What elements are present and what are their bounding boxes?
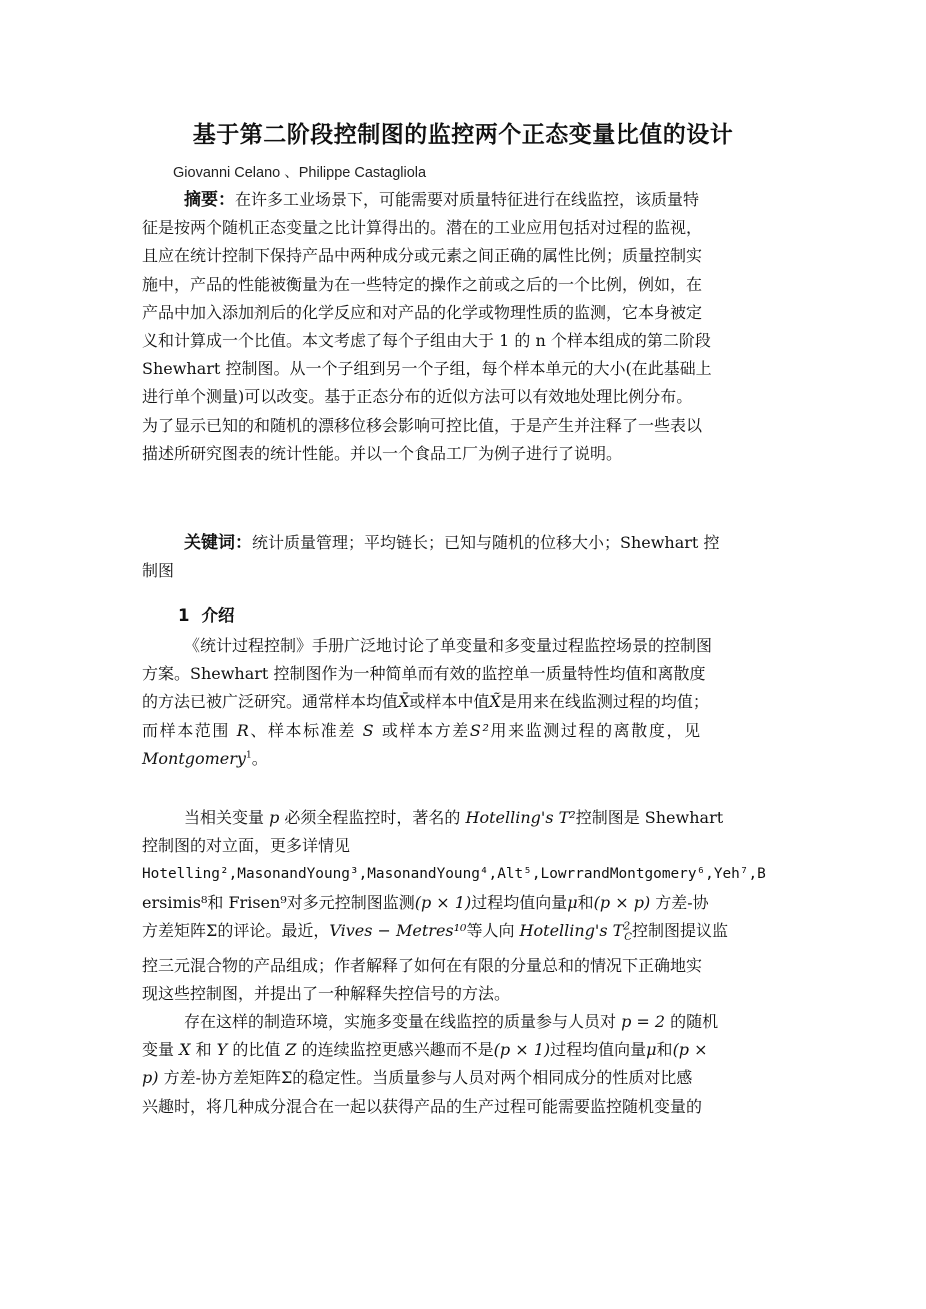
abstract-line: 描述所研究图表的统计性能。并以一个食品工厂为例子进行了说明。 [142,443,623,463]
abstract-line: 在许多工业场景下，可能需要对质量特征进行在线监控，该质量特 [235,190,700,209]
text-line: 控制图的对立面，更多详情见 [142,836,351,856]
text-line: ersimis⁸和 Frisen⁹对多元控制图监测(p × 1)过程均值向量μ和(p × p) 方差-协 [142,892,709,912]
text-line: 现这些控制图，并提出了一种解释失控信号的方法。 [142,984,511,1004]
text-line: 而样本范围 R、样本标准差 S 或样本方差S²用来监测过程的离散度，见 [142,720,702,740]
abstract-line: 征是按两个随机正态变量之比计算得出的。潜在的工业应用包括对过程的监视， [142,218,703,238]
keywords [142,529,788,585]
text-line: 控三元混合物的产品组成；作者解释了如何在有限的分量总和的情况下正确地实 [142,956,703,976]
abstract-line: 义和计算成一个比值。本文考虑了每个子组由大于 1 的 n 个样本组成的第二阶段 [142,331,711,351]
abstract-label: 摘要： [184,190,235,210]
paragraph-intro [142,632,788,773]
keywords-line: 制图 [142,561,175,581]
text-line: Montgomery$^1$。 [142,748,268,768]
abstract-line: 产品中加入添加剂后的化学反应和对产品的化学或物理性质的监测，它本身被定 [142,302,703,322]
text-line: 方差矩阵Σ的评论。最近，Vives − Metres¹⁰等人向 Hotelling's $T^2_C$控制图提议监 [142,919,728,943]
text-line: 方案。Shewhart 控制图作为一种简单而有效的监控单一质量特性均值和离散度 [142,664,706,684]
abstract-line: Shewhart 控制图。从一个子组到另一个子组，每个样本单元的大小(在此基础上 [142,359,712,379]
section-number: 1 [178,606,190,625]
citation-montgomery: Montgomery [142,748,246,768]
paragraph-ratio: 存在这样的制造环境，实施多变量在线监控的质量参与人员对 p = 2 的随机 变量 X 和 Y 的比值 Z 的连续监控更感兴趣而不是(p × 1)过程均值向量μ和(p × p) 方差-协方差矩阵Σ的稳定性。当质量参与人员对两个相同成分的性质对比感 兴趣时，将几种成分混合在一起以获得产品的生产过程可能需要监控随机变量的 [142,1008,788,1121]
abstract-line: 且应在统计控制下保持产品中两种成分或元素之间正确的属性比例；质量控制实 [142,246,703,266]
paper-title: 基于第二阶段控制图的监控两个正态变量比值的设计 [192,122,734,148]
text-line: p) 方差-协方差矩阵Σ的稳定性。当质量参与人员对两个相同成分的性质对比感 [142,1068,693,1088]
section-title: 介绍 [201,606,235,625]
text-line: 兴趣时，将几种成分混合在一起以获得产品的生产过程可能需要监控随机变量的 [142,1096,703,1116]
keywords-line: 统计质量管理；平均链长；已知与随机的位移大小；Shewhart 控 [252,533,720,552]
abstract-line: 施中，产品的性能被衡量为在一些特定的操作之前或之后的一个比例，例如，在 [142,274,703,294]
section-heading [178,602,246,626]
keywords-label: 关键词： [184,533,252,553]
text-line: 变量 X 和 Y 的比值 Z 的连续监控更感兴趣而不是(p × 1)过程均值向量μ和(p × [142,1040,708,1060]
abstract-line: 进行单个测量)可以改变。基于正态分布的近似方法可以有效地处理比例分布。 [142,387,693,407]
abstract-line: 为了显示已知的和随机的漂移位移会影响可控比值，于是产生并注释了一些表以 [142,415,703,435]
abstract [142,186,788,468]
citation-list: Hotelling²,MasonandYoung³,MasonandYoung⁴,Alt⁵,LowrrandMontgomery⁶,Yeh⁷,B [142,866,766,883]
text-line: 的方法已被广泛研究。通常样本均值X̄或样本中值X̃是用来在线监测过程的均值； [142,692,709,712]
text-line: 《统计过程控制》手册广泛地讨论了单变量和多变量过程监控场景的控制图 [184,636,713,655]
authors: Giovanni Celano 、Philippe Castagliola [173,165,427,181]
paragraph-hotelling: 当相关变量 p 必须全程监控时，著名的 Hotelling's T²控制图是 Shewhart 控制图的对立面，更多详情见 Hotelling²,MasonandYoung³,MasonandYoung⁴,Alt⁵,LowrrandMontgomery⁶,Yeh⁷,B ersimis⁸和 Frisen⁹对多元控制图监测(p × 1)过程均值向量μ和(p × p) 方差-协 方差矩阵Σ的评论。最近，Vives − Metres¹⁰等人向 Hotelling's $T^2_C$控制图提议监 控三元混合物的产品组成；作者解释了如何在有限的分量总和的情况下正确地实 现这些控制图，并提出了一种解释失控信号的方法。 [142,804,788,1009]
